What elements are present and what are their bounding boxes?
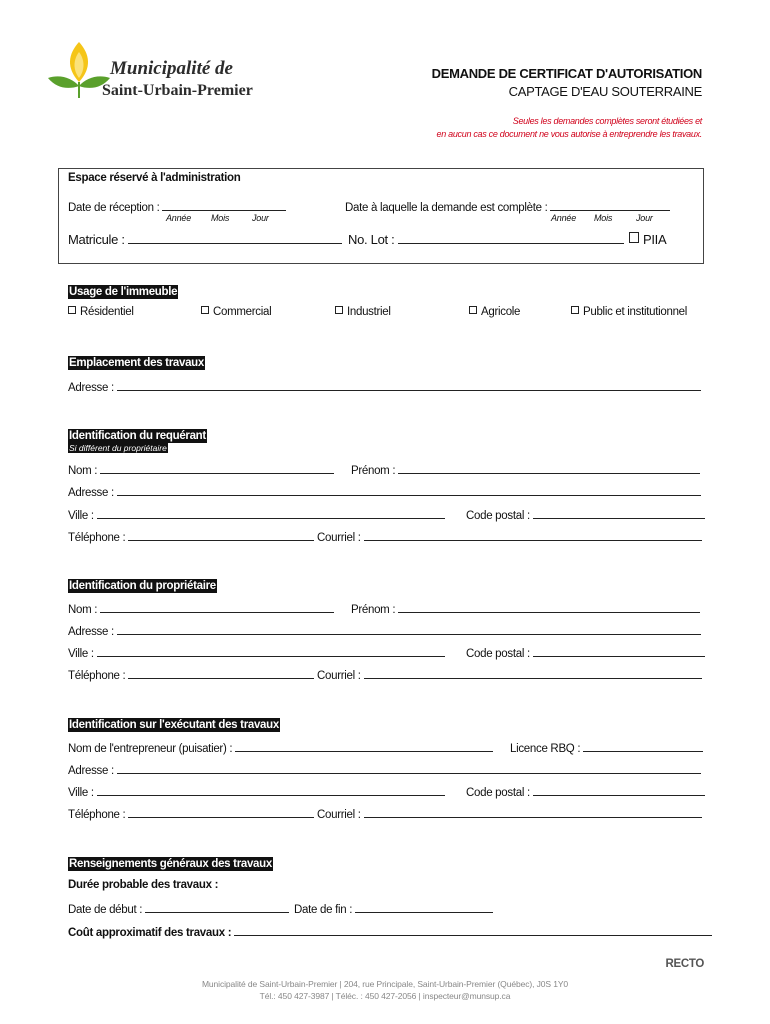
lot-line[interactable] — [398, 232, 624, 244]
renseignements-heading: Renseignements généraux des travaux — [69, 858, 272, 870]
cout-line[interactable] — [234, 924, 712, 936]
usage-heading: Usage de l'immeuble — [69, 286, 178, 298]
reception-date-field[interactable] — [68, 199, 286, 214]
requerant-courriel-line[interactable] — [364, 529, 702, 541]
complete-date-label: Date à laquelle la demande est complète : — [345, 202, 548, 214]
proprietaire-nom-field[interactable]: Nom : — [68, 601, 334, 616]
executant-ville-field[interactable]: Ville : — [68, 784, 445, 799]
reception-mois: Mois — [211, 213, 230, 223]
checkbox-icon[interactable] — [201, 306, 209, 314]
footer-contact: Tél.: 450 427-3987 | Téléc. : 450 427-2056 | inspecteur@munsup.ca — [259, 991, 511, 1001]
cout-field[interactable]: Coût approximatif des travaux : — [68, 924, 712, 939]
entrepreneur-field[interactable]: Nom de l'entrepreneur (puisatier) : — [68, 740, 493, 755]
matricule-field[interactable] — [68, 232, 342, 247]
requerant-telephone-line[interactable] — [128, 529, 314, 541]
reception-date-line[interactable] — [162, 199, 286, 211]
executant-telephone-line[interactable] — [128, 806, 314, 818]
requerant-ville-line[interactable] — [97, 507, 445, 519]
notice-line-2: en aucun cas ce document ne vous autorise à entreprendre les travaux. — [436, 129, 702, 139]
reception-date-label: Date de réception : — [68, 202, 160, 214]
reception-annee: Année — [166, 213, 192, 223]
executant-telephone-field[interactable]: Téléphone : — [68, 806, 314, 821]
executant-ville-line[interactable] — [97, 784, 445, 796]
admin-heading: Espace réservé à l'administration — [68, 172, 241, 184]
piia-checkbox[interactable] — [629, 232, 666, 247]
recto-label: RECTO — [665, 958, 704, 970]
requerant-prenom-line[interactable] — [398, 462, 700, 474]
date-debut-line[interactable] — [145, 901, 289, 913]
requerant-nom-field[interactable]: Nom : — [68, 462, 334, 477]
proprietaire-heading: Identification du propriétaire — [69, 580, 216, 592]
notice-line-1: Seules les demandes complètes seront étudiées et — [512, 116, 702, 126]
logo-script-text: Municipalité de — [110, 58, 233, 79]
municipality-logo — [46, 38, 276, 104]
requerant-ville-field[interactable]: Ville : — [68, 507, 445, 522]
requerant-subheading: Si différent du propriétaire — [69, 443, 167, 453]
proprietaire-adresse-field[interactable]: Adresse : — [68, 623, 701, 638]
proprietaire-ville-field[interactable]: Ville : — [68, 645, 445, 660]
requerant-courriel-field[interactable]: Courriel : — [317, 529, 702, 544]
duree-label: Durée probable des travaux : — [68, 879, 219, 891]
executant-adresse-field[interactable]: Adresse : — [68, 762, 701, 777]
requerant-adresse-line[interactable] — [117, 484, 701, 496]
complete-annee: Année — [551, 213, 577, 223]
usage-option-commercial[interactable]: Commercial — [201, 306, 271, 318]
requerant-adresse-field[interactable]: Adresse : — [68, 484, 701, 499]
checkbox-icon[interactable] — [335, 306, 343, 314]
licence-rbq-field[interactable]: Licence RBQ : — [510, 740, 703, 755]
proprietaire-ville-line[interactable] — [97, 645, 445, 657]
emplacement-heading: Emplacement des travaux — [69, 357, 204, 369]
executant-code-postal-line[interactable] — [533, 784, 705, 796]
complete-date-line[interactable] — [550, 199, 670, 211]
matricule-label: Matricule : — [68, 232, 125, 247]
proprietaire-prenom-field[interactable]: Prénom : — [351, 601, 700, 616]
checkbox-icon[interactable] — [571, 306, 579, 314]
proprietaire-nom-line[interactable] — [100, 601, 334, 613]
proprietaire-courriel-field[interactable]: Courriel : — [317, 667, 702, 682]
executant-heading: Identification sur l'exécutant des travaux — [69, 719, 279, 731]
matricule-line[interactable] — [128, 232, 342, 244]
form-subtitle: CAPTAGE D'EAU SOUTERRAINE — [508, 84, 702, 99]
logo-name-text: Saint-Urbain-Premier — [102, 82, 253, 99]
licence-rbq-line[interactable] — [583, 740, 703, 752]
proprietaire-code-postal-field[interactable]: Code postal : — [466, 645, 705, 660]
reception-jour: Jour — [252, 213, 269, 223]
proprietaire-code-postal-line[interactable] — [533, 645, 705, 657]
usage-option-agricole[interactable]: Agricole — [469, 306, 520, 318]
usage-option-public[interactable]: Public et institutionnel — [571, 306, 687, 318]
requerant-code-postal-line[interactable] — [533, 507, 705, 519]
executant-code-postal-field[interactable]: Code postal : — [466, 784, 705, 799]
lot-label: No. Lot : — [348, 232, 395, 247]
proprietaire-courriel-line[interactable] — [364, 667, 702, 679]
usage-option-residentiel[interactable]: Résidentiel — [68, 306, 134, 318]
complete-mois: Mois — [594, 213, 613, 223]
emplacement-adresse-field[interactable]: Adresse : — [68, 379, 701, 394]
proprietaire-adresse-line[interactable] — [117, 623, 701, 635]
executant-courriel-line[interactable] — [364, 806, 702, 818]
proprietaire-telephone-line[interactable] — [128, 667, 314, 679]
date-fin-field[interactable]: Date de fin : — [294, 901, 493, 916]
footer-address: Municipalité de Saint-Urbain-Premier | 204, rue Principale, Saint-Urbain-Premier (Québec), J0S 1Y0 — [201, 979, 569, 989]
piia-label: PIIA — [643, 232, 667, 247]
date-fin-line[interactable] — [355, 901, 493, 913]
requerant-telephone-field[interactable]: Téléphone : — [68, 529, 314, 544]
entrepreneur-line[interactable] — [235, 740, 493, 752]
piia-checkbox-box[interactable] — [629, 232, 639, 243]
requerant-heading: Identification du requérant — [69, 430, 206, 442]
lot-field[interactable] — [348, 232, 624, 247]
complete-date-field[interactable] — [345, 199, 670, 214]
checkbox-icon[interactable] — [68, 306, 76, 314]
form-title: DEMANDE DE CERTIFICAT D'AUTORISATION — [431, 66, 702, 81]
executant-adresse-line[interactable] — [117, 762, 701, 774]
usage-option-industriel[interactable]: Industriel — [335, 306, 391, 318]
emplacement-adresse-line[interactable] — [117, 379, 701, 391]
date-debut-field[interactable]: Date de début : — [68, 901, 289, 916]
proprietaire-telephone-field[interactable]: Téléphone : — [68, 667, 314, 682]
requerant-nom-line[interactable] — [100, 462, 334, 474]
requerant-code-postal-field[interactable]: Code postal : — [466, 507, 705, 522]
complete-jour: Jour — [636, 213, 653, 223]
checkbox-icon[interactable] — [469, 306, 477, 314]
proprietaire-prenom-line[interactable] — [398, 601, 700, 613]
executant-courriel-field[interactable]: Courriel : — [317, 806, 702, 821]
requerant-prenom-field[interactable]: Prénom : — [351, 462, 700, 477]
